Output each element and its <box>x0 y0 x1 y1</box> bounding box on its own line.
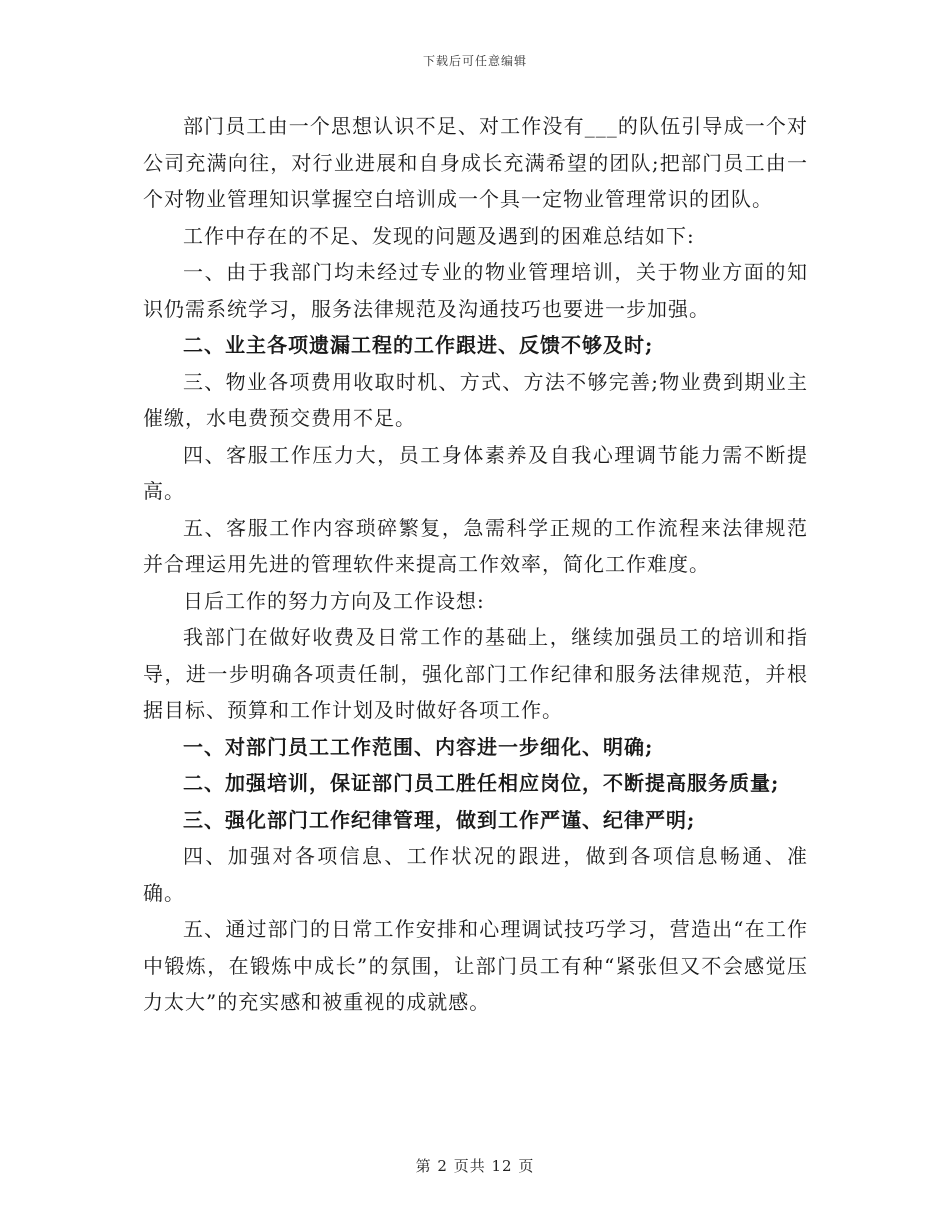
paragraph: 五、通过部门的日常工作安排和心理调试技巧学习，营造出“在工作中锻炼，在锻炼中成长”的氛围，让部门员工有种“紧张但又不会感觉压力太大”的充实感和被重视的成就感。 <box>143 917 808 1014</box>
paragraph: 日后工作的努力方向及工作设想: <box>183 588 485 613</box>
paragraph: 工作中存在的不足、发现的问题及遇到的困难总结如下: <box>183 223 695 248</box>
paragraph: 三、物业各项费用收取时机、方式、方法不够完善;物业费到期业主催缴，水电费预交费用不足。 <box>143 369 808 430</box>
paragraph-bold: 二、业主各项遗漏工程的工作跟进、反馈不够及时; <box>183 333 654 357</box>
page-footer: 第 2 页共 12 页 <box>415 1157 535 1175</box>
page-header: 下载后可任意编辑 <box>422 54 527 68</box>
paragraph-bold: 一、对部门员工工作范围、内容进一步细化、明确; <box>183 734 654 759</box>
paragraph-bold: 二、加强培训，保证部门员工胜任相应岗位，不断提高服务质量; <box>183 771 780 795</box>
paragraph: 一、由于我部门均未经过专业的物业管理培训，关于物业方面的知识仍需系统学习，服务法律规范及沟通技巧也要进一步加强。 <box>143 260 808 321</box>
paragraph-bold: 三、强化部门工作纪律管理，做到工作严谨、纪律严明; <box>183 807 696 832</box>
document-body <box>143 108 808 1021</box>
paragraph: 五、客服工作内容琐碎繁复，急需科学正规的工作流程来法律规范并合理运用先进的管理软件来提高工作效率，简化工作难度。 <box>143 515 808 576</box>
paragraph: 四、客服工作压力大，员工身体素养及自我心理调节能力需不断提高。 <box>143 442 808 503</box>
paragraph: 我部门在做好收费及日常工作的基础上，继续加强员工的培训和指导，进一步明确各项责任制，强化部门工作纪律和服务法律规范，并根据目标、预算和工作计划及时做好各项工作。 <box>143 625 808 722</box>
paragraph: 四、加强对各项信息、工作状况的跟进，做到各项信息畅通、准确。 <box>143 844 808 905</box>
paragraph: 部门员工由一个思想认识不足、对工作没有___的队伍引导成一个对公司充满向往，对行业进展和自身成长充满希望的团队;把部门员工由一个对物业管理知识掌握空白培训成一个具一定物业管理常识的团队。 <box>143 114 808 211</box>
